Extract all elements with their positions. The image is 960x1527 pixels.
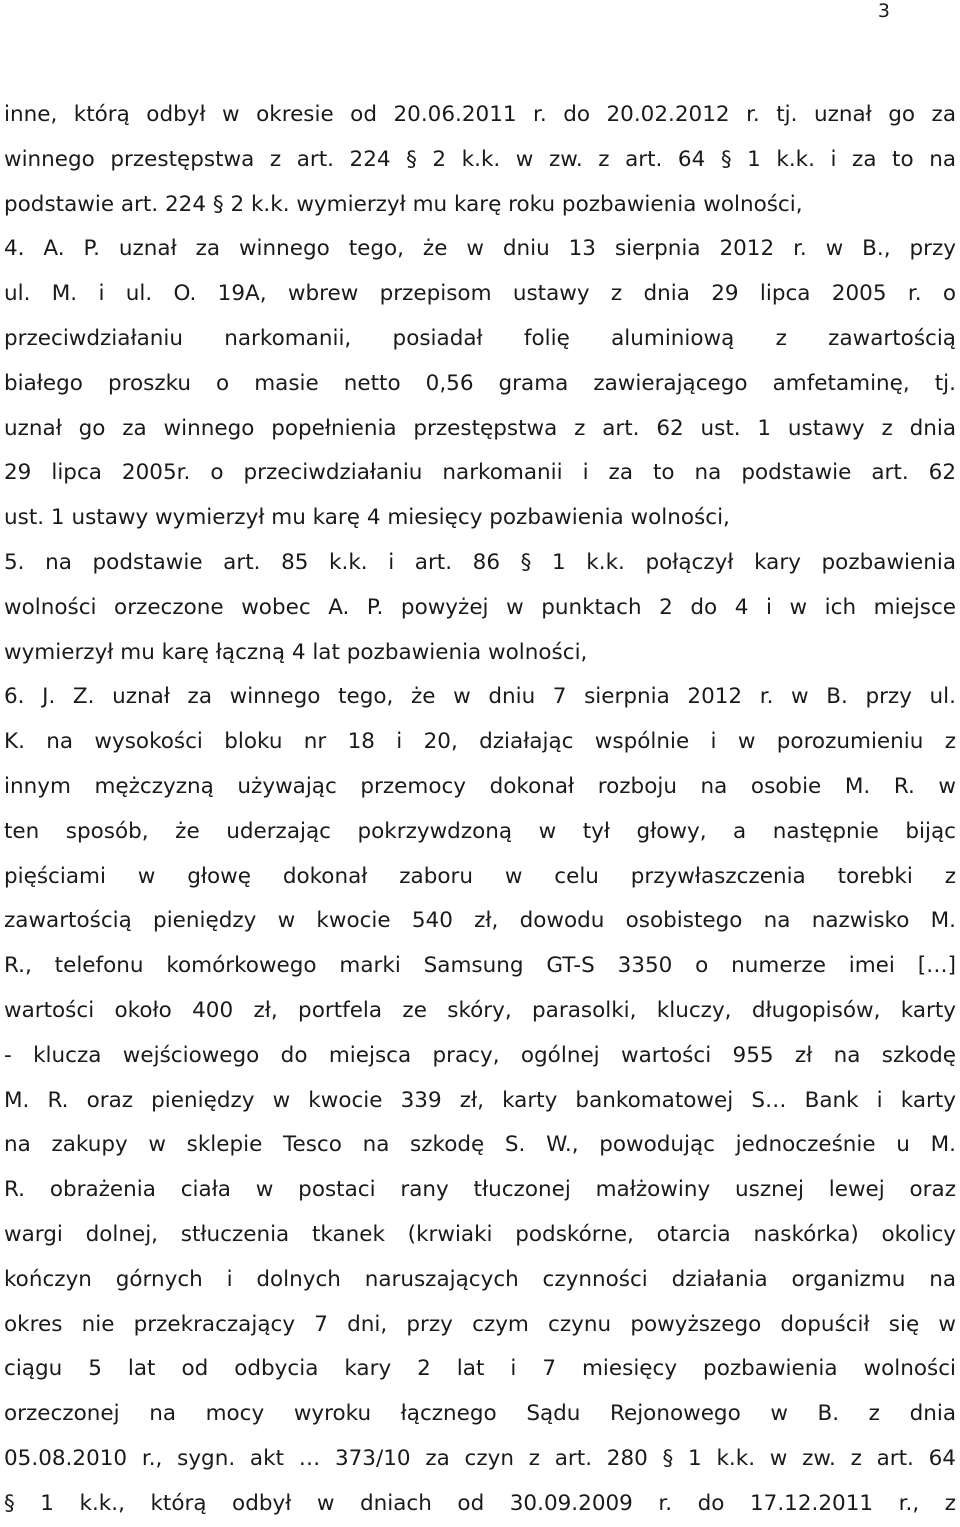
page-number: 3	[877, 0, 890, 22]
text-line: białego proszku o masie netto 0,56 grama zawierającego amfetaminę, tj.	[4, 370, 956, 396]
text-line: - klucza wejściowego do miejsca pracy, ogólnej wartości 955 zł na szkodę	[4, 1042, 956, 1068]
text-line: wolności orzeczone wobec A. P. powyżej w punktach 2 do 4 i w ich miejsce	[4, 594, 956, 620]
text-line: wartości około 400 zł, portfela ze skóry, parasolki, kluczy, długopisów, karty	[4, 997, 956, 1023]
text-line: M. R. oraz pieniędzy w kwocie 339 zł, karty bankomatowej S… Bank i karty	[4, 1087, 956, 1113]
text-line: innym mężczyzną używając przemocy dokonał rozboju na osobie M. R. w	[4, 773, 956, 799]
text-line: R. obrażenia ciała w postaci rany tłuczonej małżowiny usznej lewej oraz	[4, 1177, 956, 1203]
text-line: inne, którą odbył w okresie od 20.06.2011 r. do 20.02.2012 r. tj. uznał go za	[4, 102, 956, 127]
text-line: 05.08.2010 r., sygn. akt … 373/10 za czyn z art. 280 § 1 k.k. w zw. z art. 64	[4, 1445, 956, 1471]
text-line: na zakupy w sklepie Tesco na szkodę S. W., powodując jednocześnie u M.	[4, 1132, 956, 1158]
text-line: wymierzył mu karę łączną 4 lat pozbawienia wolności,	[4, 639, 588, 665]
text-line: winnego przestępstwa z art. 224 § 2 k.k. w zw. z art. 64 § 1 k.k. i za to na	[4, 146, 956, 172]
text-line: orzeczonej na mocy wyroku łącznego Sądu Rejonowego w B. z dnia	[4, 1401, 956, 1427]
text-line: pięściami w głowę dokonał zaboru w celu przywłaszczenia torebki z	[4, 863, 956, 889]
body-text	[4, 93, 956, 1527]
text-line: 5. na podstawie art. 85 k.k. i art. 86 § 1 k.k. połączył kary pozbawienia	[4, 549, 956, 575]
text-line: § 1 k.k., którą odbył w dniach od 30.09.2009 r. do 17.12.2011 r., z	[4, 1490, 956, 1516]
text-line: kończyn górnych i dolnych naruszających czynności działania organizmu na	[4, 1266, 956, 1292]
text-line: ciągu 5 lat od odbycia kary 2 lat i 7 miesięcy pozbawienia wolności	[4, 1356, 956, 1382]
text-line: zawartością pieniędzy w kwocie 540 zł, dowodu osobistego na nazwisko M.	[4, 908, 956, 934]
text-line: ul. M. i ul. O. 19A, wbrew przepisom ustawy z dnia 29 lipca 2005 r. o	[4, 281, 956, 307]
text-line: przeciwdziałaniu narkomanii, posiadał folię aluminiową z zawartością	[4, 325, 956, 351]
text-line: uznał go za winnego popełnienia przestępstwa z art. 62 ust. 1 ustawy z dnia	[4, 415, 956, 441]
text-line: ust. 1 ustawy wymierzył mu karę 4 miesięcy pozbawienia wolności,	[4, 505, 730, 531]
text-line: podstawie art. 224 § 2 k.k. wymierzył mu karę roku pozbawienia wolności,	[4, 191, 803, 217]
text-line: 4. A. P. uznał za winnego tego, że w dniu 13 sierpnia 2012 r. w B., przy	[4, 236, 956, 262]
text-line: K. na wysokości bloku nr 18 i 20, działając wspólnie i w porozumieniu z	[4, 729, 956, 755]
text-line: ten sposób, że uderzając pokrzywdzoną w tył głowy, a następnie bijąc	[4, 818, 956, 844]
text-line: R., telefonu komórkowego marki Samsung GT-S 3350 o numerze imei […]	[4, 953, 956, 979]
text-line: okres nie przekraczający 7 dni, przy czym czynu powyższego dopuścił się w	[4, 1311, 956, 1337]
text-line: 29 lipca 2005r. o przeciwdziałaniu narkomanii i za to na podstawie art. 62	[4, 460, 956, 486]
text-line: 6. J. Z. uznał za winnego tego, że w dniu 7 sierpnia 2012 r. w B. przy ul.	[4, 684, 956, 710]
text-line: wargi dolnej, stłuczenia tkanek (krwiaki podskórne, otarcia naskórka) okolicy	[4, 1221, 956, 1247]
